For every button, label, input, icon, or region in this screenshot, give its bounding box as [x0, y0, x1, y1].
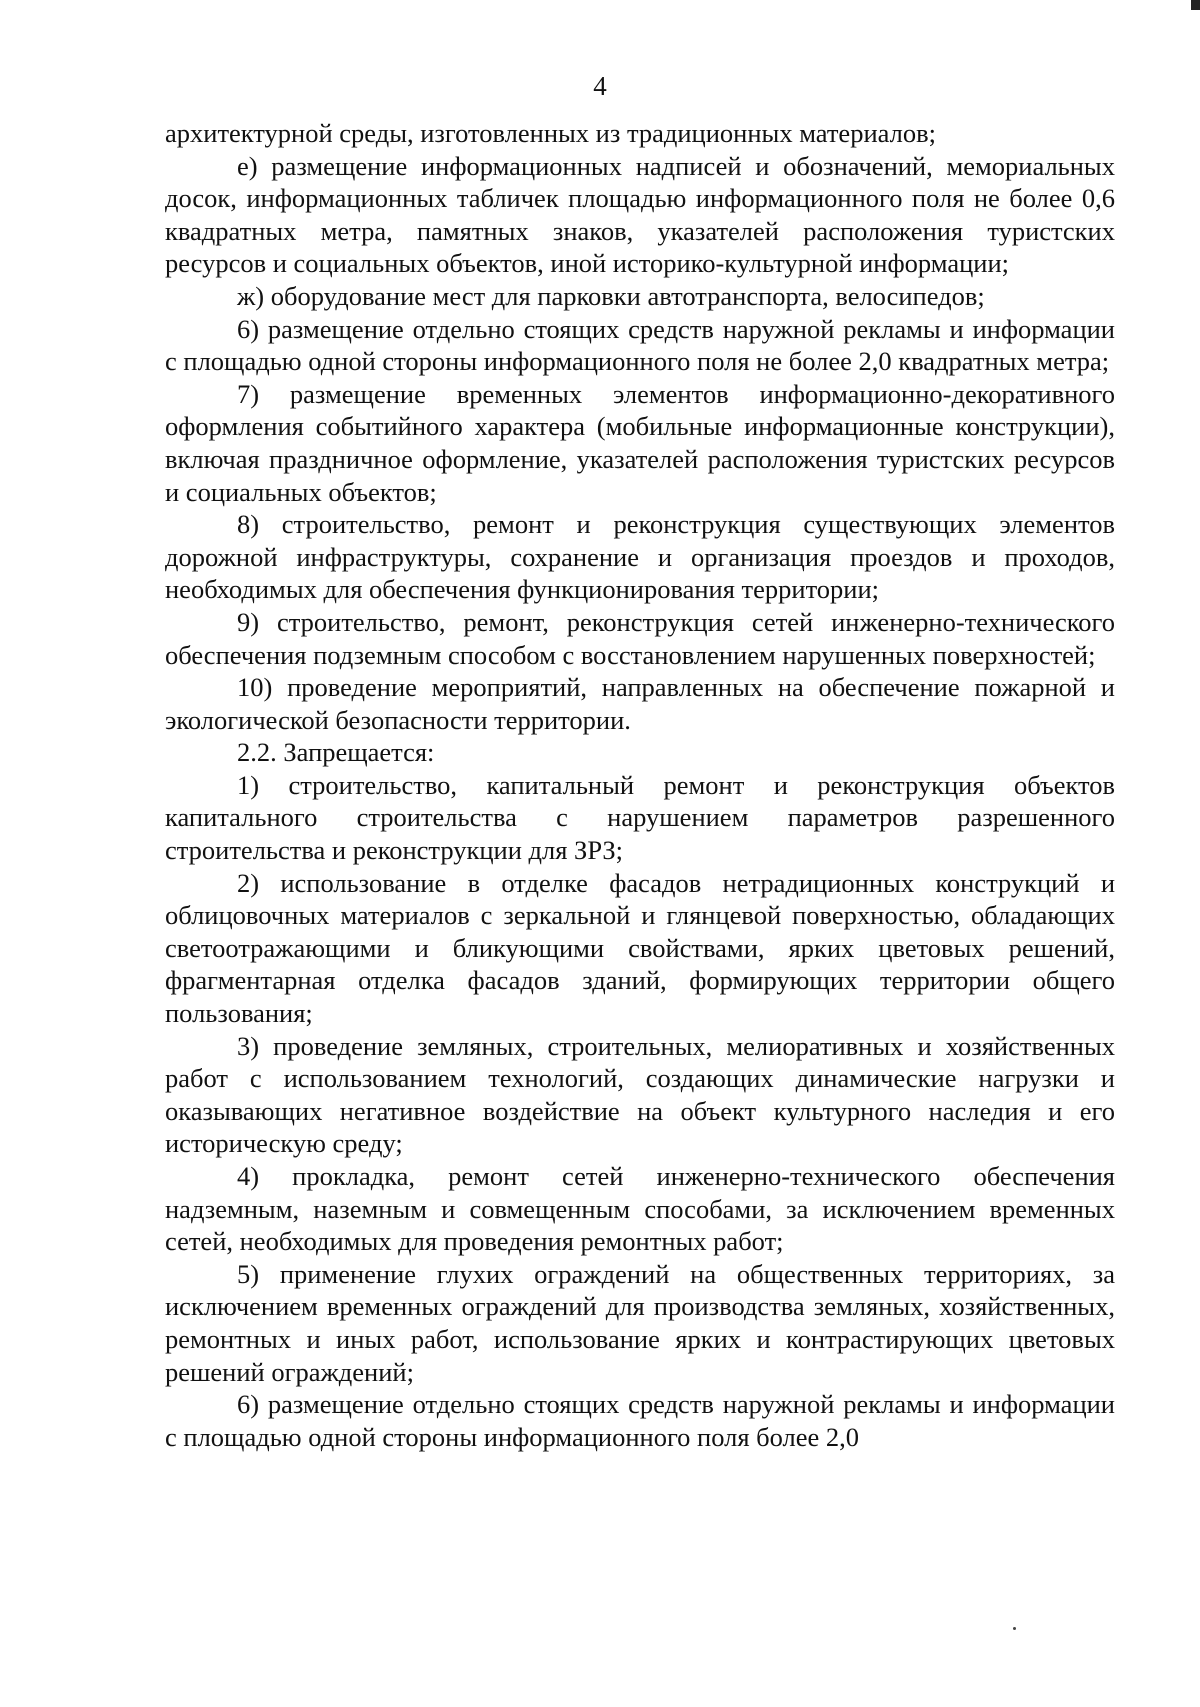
section-heading-2-2: 2.2. Запрещается:	[237, 737, 435, 768]
page-number: 4	[593, 71, 607, 101]
paragraph-item-e: е) размещение информационных надписей и обозначений, мемориальных досок, информационных табличек площадью информационного поля не более 0,6 квадратных метра, памятных знаков, указателей расположения туристских ресурсов и социальных объектов, иной историко-культурной информации;	[165, 150, 1115, 279]
paragraph-item-9: 9) строительство, ремонт, реконструкция сетей инженерно-технического обеспечения подземным способом с восстановлением нарушенных поверхностей;	[165, 606, 1115, 670]
paragraph-item-7: 7) размещение временных элементов информационно-декоративного оформления событийного характера (мобильные информационные конструкции), включая праздничное оформление, указателей расположения туристских ресурсов и социальных объектов;	[165, 378, 1115, 507]
paragraph-item-10: 10) проведение мероприятий, направленных на обеспечение пожарной и экологической безопасности территории.	[165, 672, 1115, 735]
prohibition-item-4: 4) прокладка, ремонт сетей инженерно-технического обеспечения надземным, наземным и совмещенным способами, за исключением временных сетей, необходимых для проведения ремонтных работ;	[165, 1161, 1115, 1257]
prohibition-item-1: 1) строительство, капитальный ремонт и реконструкция объектов капитального строительства с нарушением параметров разрешенного строительства и реконструкции для ЗРЗ;	[165, 769, 1115, 866]
prohibition-item-3: 3) проведение земляных, строительных, мелиоративных и хозяйственных работ с использованием технологий, создающих динамические нагрузки и оказывающих негативное воздействие на объект культурного наследия и его историческую среду;	[165, 1030, 1115, 1159]
paragraph-item-zh: ж) оборудование мест для парковки автотранспорта, велосипедов;	[237, 280, 985, 311]
paragraph-item-8: 8) строительство, ремонт и реконструкция существующих элементов дорожной инфраструктуры, сохранение и организация проездов и проходов, необходимых для обеспечения функционирования территории;	[165, 509, 1115, 605]
prohibition-item-6: 6) размещение отдельно стоящих средств наружной рекламы и информации с площадью одной стороны информационного поля более 2,0	[165, 1389, 1115, 1452]
paragraph-item-6: 6) размещение отдельно стоящих средств наружной рекламы и информации с площадью одной стороны информационного поля не более 2,0 квадратных метра;	[165, 313, 1115, 377]
prohibition-item-5: 5) применение глухих ограждений на общественных территориях, за исключением временных ограждений для производства земляных, хозяйственных, ремонтных и иных работ, использование ярких и контрастирующих цветовых решений ограждений;	[165, 1258, 1115, 1387]
scan-speck	[1013, 1627, 1016, 1630]
scan-edge-mark	[1191, 0, 1200, 10]
prohibition-item-2: 2) использование в отделке фасадов нетрадиционных конструкций и облицовочных материалов с зеркальной и глянцевой поверхностью, обладающих светоотражающими и бликующими свойствами, ярких цветовых решений, фрагментарная отделка фасадов зданий, формирующих территории общего пользования;	[165, 867, 1115, 1029]
document-body	[165, 117, 1115, 1453]
paragraph-continuation: архитектурной среды, изготовленных из традиционных материалов;	[165, 118, 936, 148]
